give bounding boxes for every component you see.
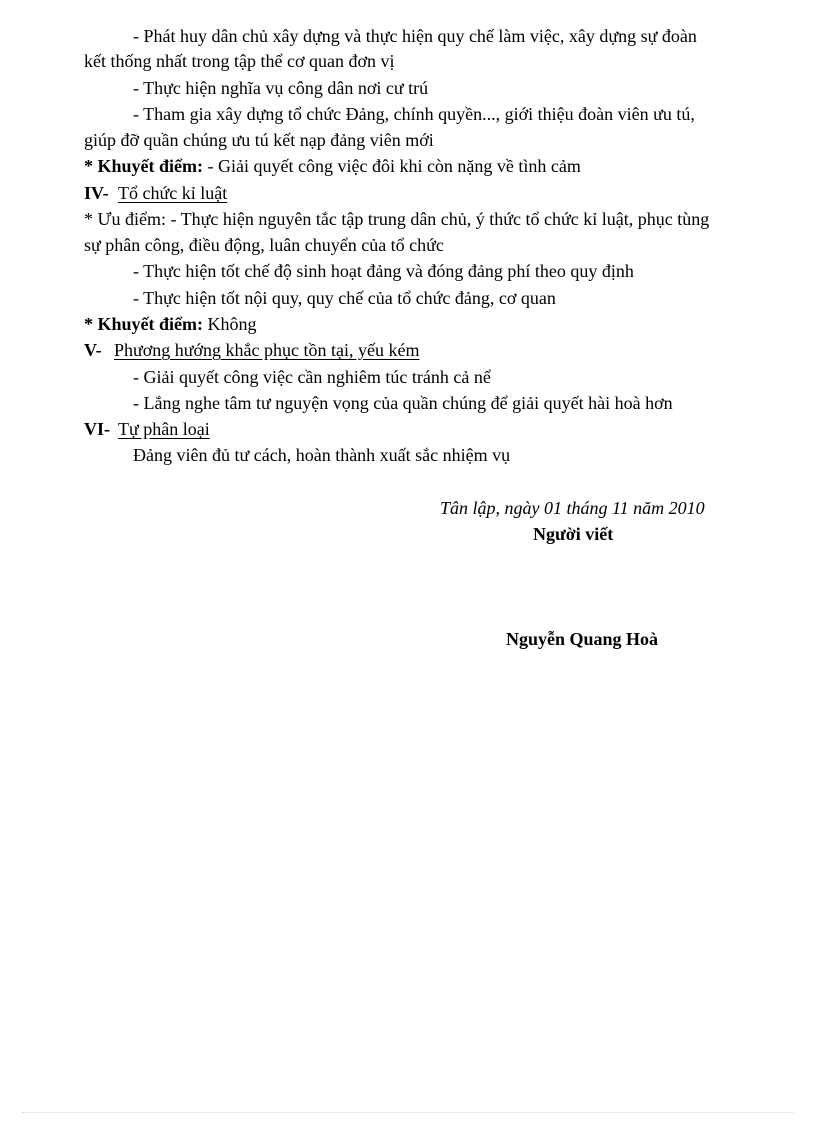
strength-text: - Thực hiện nguyên tắc tập trung dân chủ, ý thức tổ chức kỉ luật, phục tùng <box>165 209 710 229</box>
section-iv-weakness-text: Không <box>203 314 257 334</box>
line-party-building: - Tham gia xây dựng tổ chức Đảng, chính quyền..., giới thiệu đoàn viên ưu tú, <box>133 104 695 124</box>
strength-line <box>84 208 709 230</box>
line-unity: kết thống nhất trong tập thể cơ quan đơn vị <box>84 51 395 71</box>
strength-label: * Ưu điểm: <box>84 209 166 229</box>
weakness-label: * Khuyết điểm: <box>84 156 203 176</box>
strength-continuation: sự phân công, điều động, luân chuyển của tổ chức <box>84 235 444 255</box>
signature-name: Nguyễn Quang Hoà <box>506 629 659 649</box>
signature-role: Người viết <box>533 524 614 544</box>
section-v-item-2: - Lắng nghe tâm tư nguyện vọng của quần chúng để giải quyết hài hoà hơn <box>133 393 673 413</box>
page-bottom-divider <box>22 1112 794 1113</box>
section-vi-heading <box>84 418 210 440</box>
section-v-item-1: - Giải quyết công việc cần nghiêm túc tránh cả nể <box>133 367 491 387</box>
line-citizen-duty: - Thực hiện nghĩa vụ công dân nơi cư trú <box>133 78 429 98</box>
section-vi-title: Tự phân loại <box>118 419 210 439</box>
section-v-title: Phương hướng khắc phục tồn tại, yếu kém <box>114 340 420 360</box>
line-admission: giúp đỡ quần chúng ưu tú kết nạp đảng viên mới <box>84 130 434 150</box>
section-iv-weakness <box>84 313 257 335</box>
line-democracy: - Phát huy dân chủ xây dựng và thực hiện quy chế làm việc, xây dựng sự đoàn <box>133 26 697 46</box>
weakness-line-1 <box>84 155 581 177</box>
section-v-heading <box>84 339 420 361</box>
section-vi-number: VI- <box>84 419 110 439</box>
section-iv-heading <box>84 182 227 204</box>
section-iv-number: IV- <box>84 183 109 203</box>
section-vi-text: Đảng viên đủ tư cách, hoàn thành xuất sắc nhiệm vụ <box>133 445 511 465</box>
section-iv-item-2: - Thực hiện tốt nội quy, quy chế của tổ chức đảng, cơ quan <box>133 288 556 308</box>
section-iv-weakness-label: * Khuyết điểm: <box>84 314 203 334</box>
signature-date: Tân lập, ngày 01 tháng 11 năm 2010 <box>440 498 705 518</box>
section-iv-item-1: - Thực hiện tốt chế độ sinh hoạt đảng và đóng đảng phí theo quy định <box>133 261 634 281</box>
section-v-number: V- <box>84 340 102 360</box>
weakness-text: - Giải quyết công việc đôi khi còn nặng về tình cảm <box>203 156 581 176</box>
section-iv-title: Tổ chức kỉ luật <box>118 183 228 203</box>
